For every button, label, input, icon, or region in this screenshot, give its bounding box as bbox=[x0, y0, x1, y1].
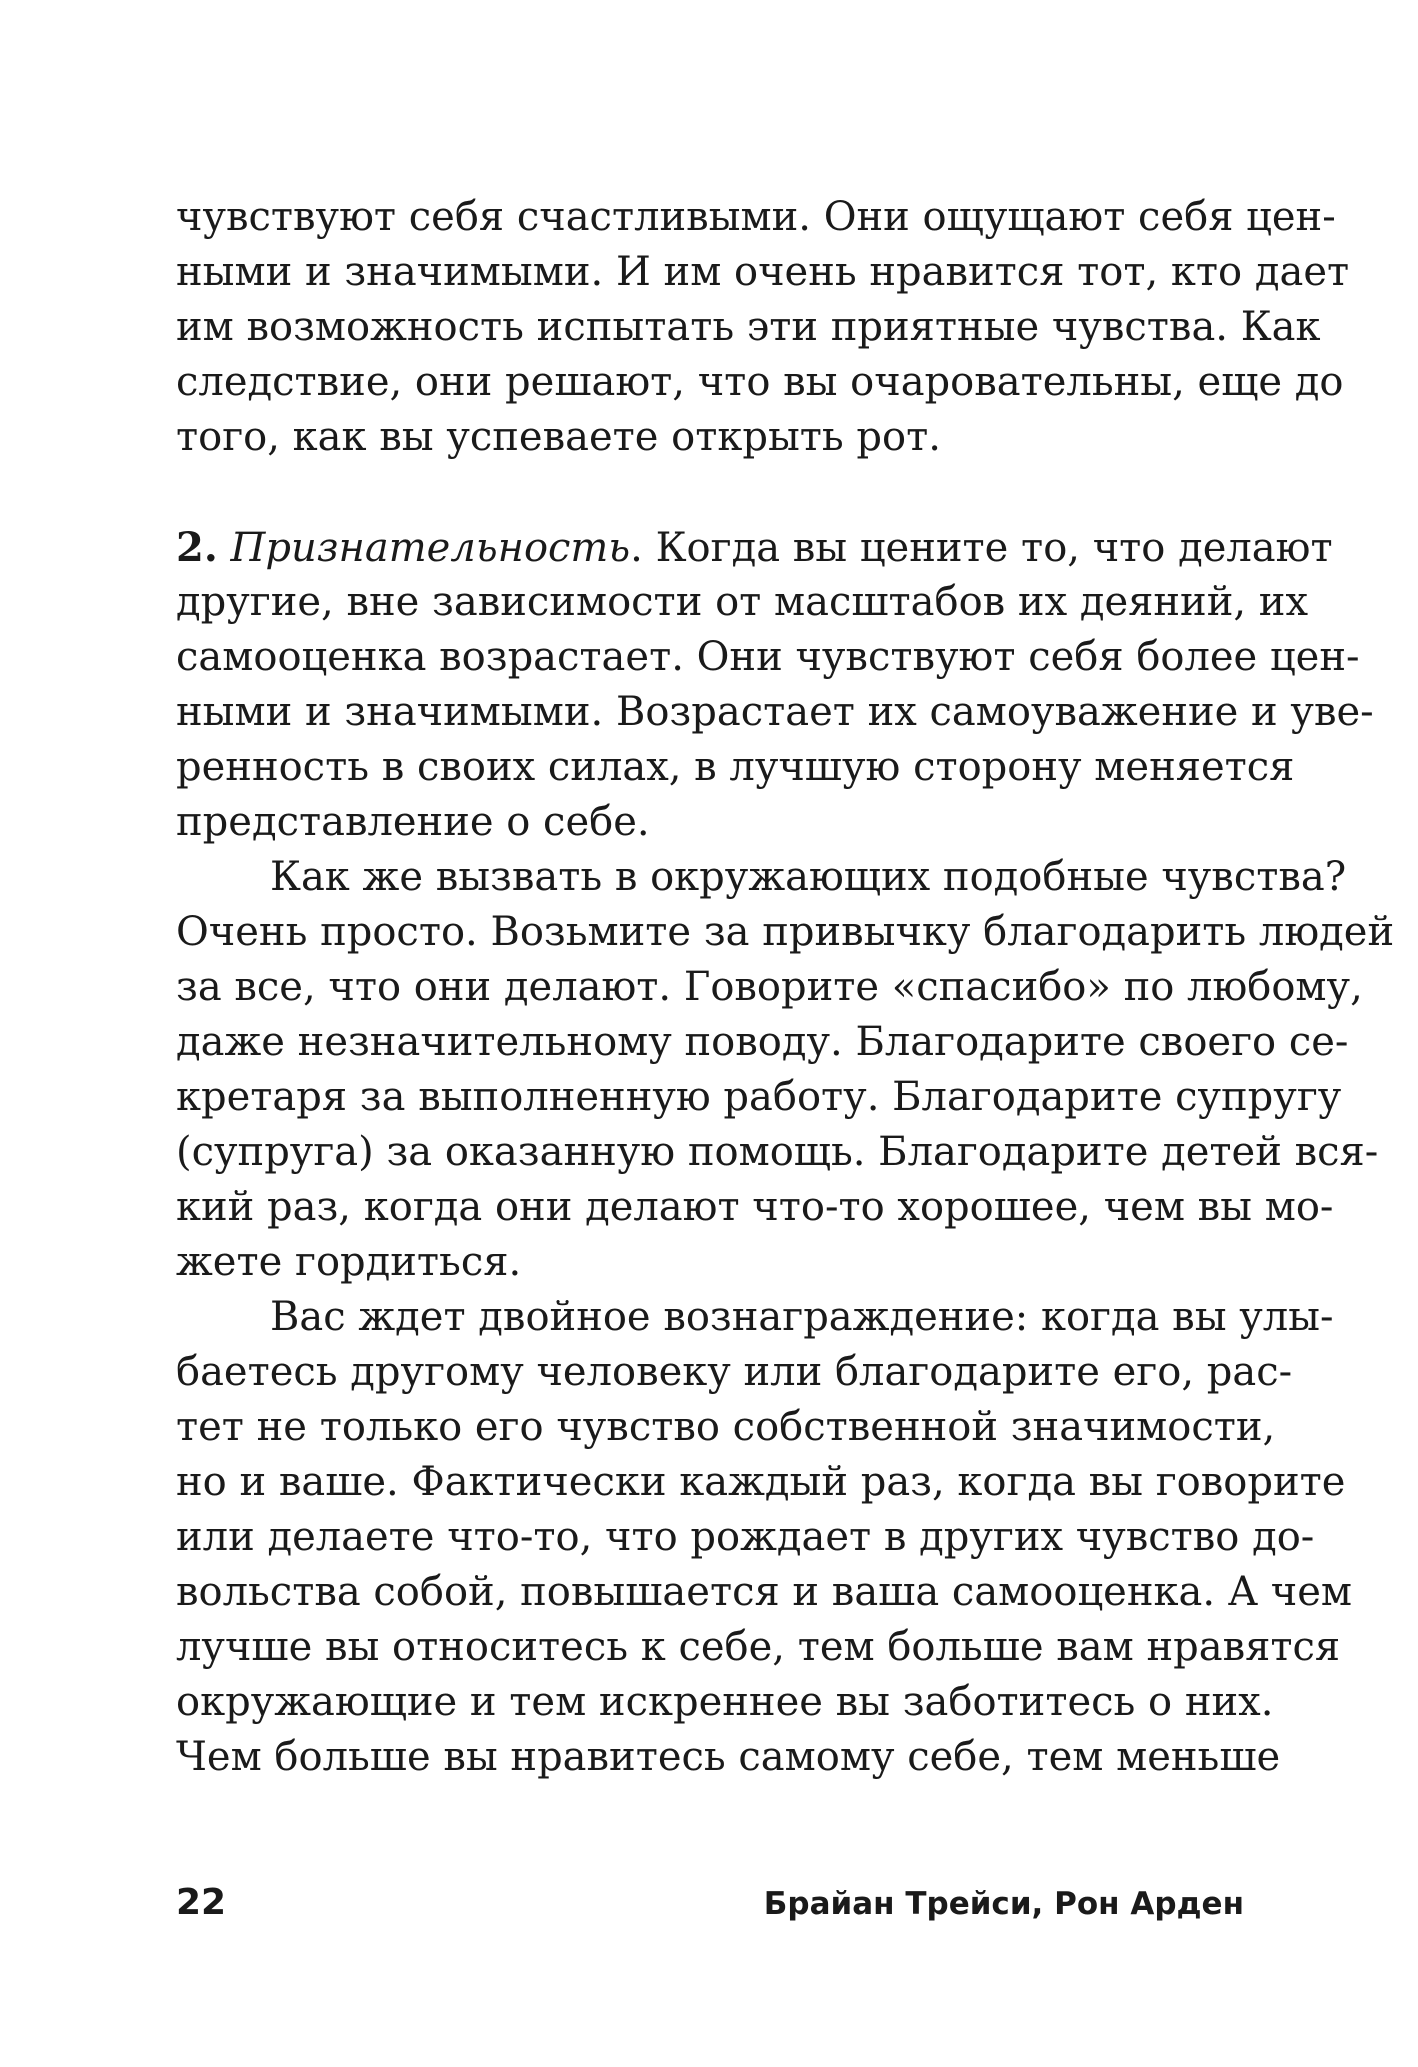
text-line: но и ваше. Фактически каждый раз, когда вы говорите bbox=[176, 1459, 1346, 1505]
text-line: жете гордиться. bbox=[176, 1239, 522, 1285]
text-line: того, как вы успеваете открыть рот. bbox=[176, 414, 941, 460]
text-line: представление о себе. bbox=[176, 799, 650, 845]
text-line: (супруга) за оказанную помощь. Благодарите детей вся- bbox=[176, 1129, 1379, 1175]
paragraph-gap bbox=[176, 465, 1244, 520]
list-item-number: 2. bbox=[176, 524, 218, 571]
page-number: 22 bbox=[176, 1882, 227, 1923]
body-text bbox=[176, 190, 1395, 1785]
text-line: вольства собой, повышается и ваша самооценка. А чем bbox=[176, 1569, 1353, 1615]
text-line: за все, что они делают. Говорите «спасибо» по любому, bbox=[176, 964, 1363, 1010]
text-line: чувствуют себя счастливыми. Они ощущают себя цен- bbox=[176, 194, 1336, 240]
text-line: даже незначительному поводу. Благодарите своего се- bbox=[176, 1019, 1349, 1065]
text-line: или делаете что-то, что рождает в других чувство до- bbox=[176, 1514, 1315, 1560]
text-line: окружающие и тем искреннее вы заботитесь о них. bbox=[176, 1679, 1274, 1725]
text-line: баетесь другому человеку или благодарите его, рас- bbox=[176, 1349, 1293, 1395]
list-item-text: . Когда вы цените то, что делают bbox=[630, 525, 1333, 571]
text-line: ренность в своих силах, в лучшую сторону меняется bbox=[176, 744, 1295, 790]
text-line: ными и значимыми. И им очень нравится тот, кто дает bbox=[176, 249, 1350, 295]
text-line: тет не только его чувство собственной значимости, bbox=[176, 1404, 1276, 1450]
text-line: кретаря за выполненную работу. Благодарите супругу bbox=[176, 1074, 1342, 1120]
text-line: Чем больше вы нравитесь самому себе, тем меньше bbox=[176, 1734, 1281, 1780]
text-line: кий раз, когда они делают что-то хорошее, чем вы мо- bbox=[176, 1184, 1334, 1230]
list-item-2-first-line bbox=[176, 520, 1333, 575]
text-line: Как же вызвать в окружающих подобные чувства? bbox=[270, 854, 1347, 900]
text-line: самооценка возрастает. Они чувствуют себя более цен- bbox=[176, 634, 1360, 680]
page-footer bbox=[176, 1882, 1244, 1930]
text-line: ными и значимыми. Возрастает их самоуважение и уве- bbox=[176, 689, 1374, 735]
text-line: Очень просто. Возьмите за привычку благодарить людей bbox=[176, 909, 1395, 955]
text-line: другие, вне зависимости от масштабов их деяний, их bbox=[176, 579, 1309, 625]
running-head: Брайан Трейси, Рон Арден bbox=[763, 1886, 1244, 1922]
text-line: им возможность испытать эти приятные чувства. Как bbox=[176, 304, 1321, 350]
list-item-term: Признательность bbox=[230, 525, 631, 571]
text-line: Вас ждет двойное вознаграждение: когда вы улы- bbox=[270, 1294, 1334, 1340]
text-line: следствие, они решают, что вы очаровательны, еще до bbox=[176, 359, 1344, 405]
text-line: лучше вы относитесь к себе, тем больше вам нравятся bbox=[176, 1624, 1341, 1670]
